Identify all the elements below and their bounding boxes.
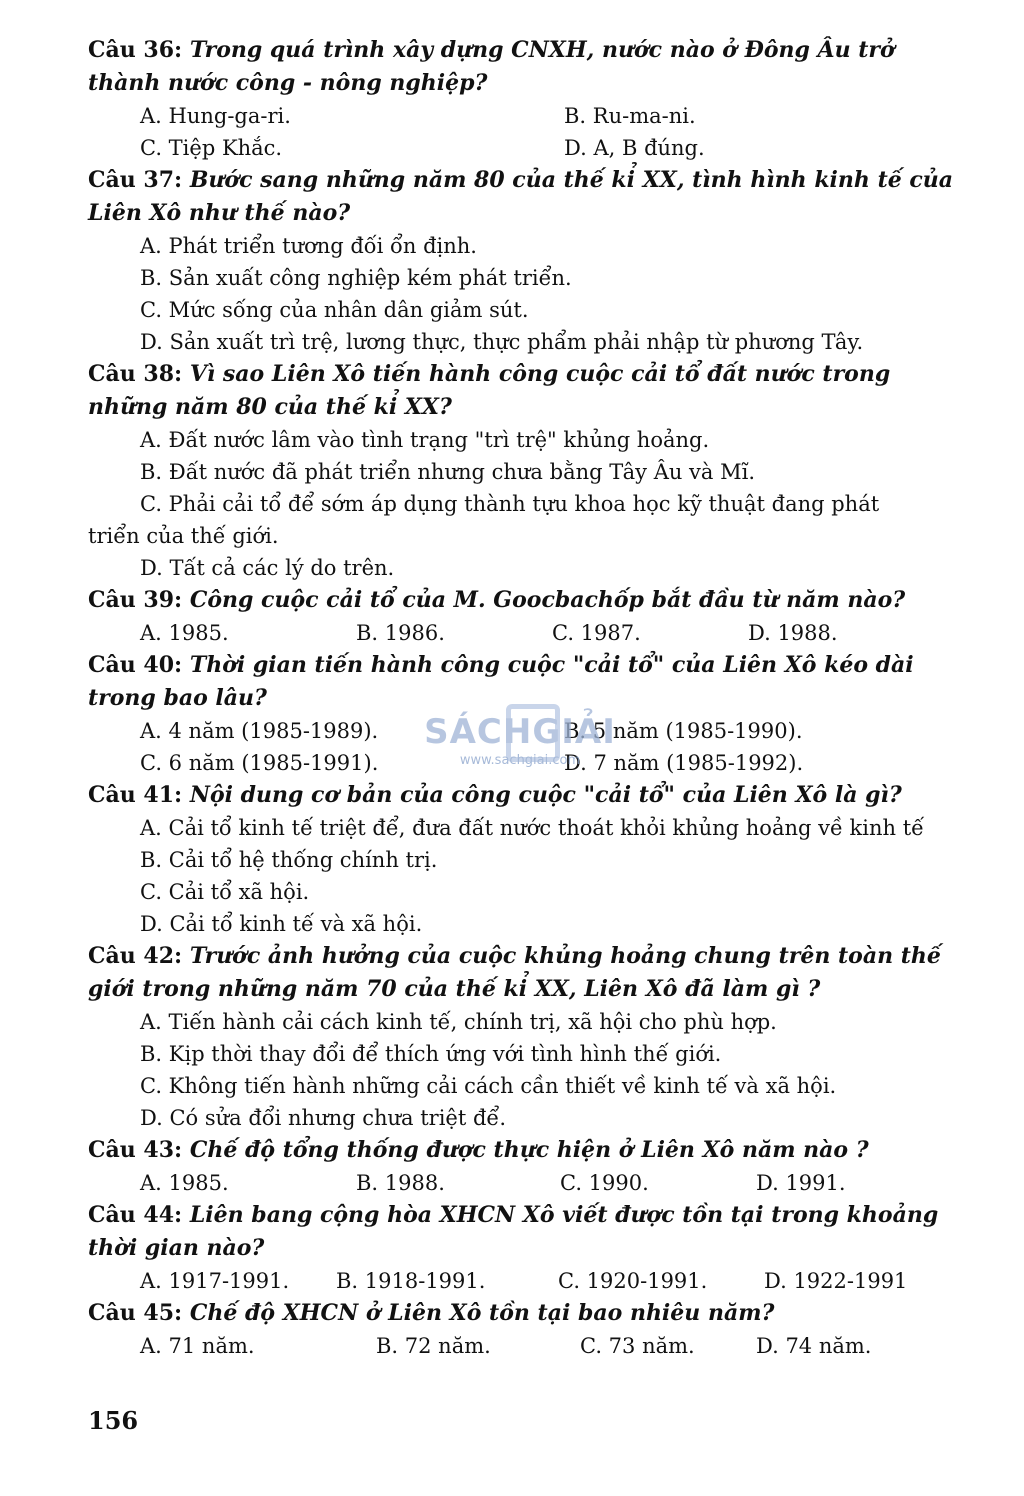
question-38 [88,358,968,424]
option-d: D. 1988. [748,621,838,645]
question-number: Câu 38: [88,361,183,387]
option-d: D. Sản xuất trì trệ, lương thực, thực phẩm phải nhập từ phương Tây. [140,330,864,354]
page-number: 156 [88,1406,139,1435]
option-b: B. 5 năm (1985-1990). [564,719,803,743]
option-d: D. 1922-1991 [764,1269,908,1293]
option-c: C. 73 năm. [580,1334,695,1358]
option-b: B. 1918-1991. [336,1269,486,1293]
option-a: A. 1985. [140,621,229,645]
question-36 [88,34,968,100]
question-44 [88,1199,968,1265]
option-d: D. 7 năm (1985-1992). [564,751,804,775]
option-d: D. 1991. [756,1171,846,1195]
option-a: A. Phát triển tương đối ổn định. [140,234,477,258]
question-number: Câu 45: [88,1300,183,1326]
option-a: A. 71 năm. [140,1334,255,1358]
question-43 [88,1134,968,1167]
question-37 [88,164,968,230]
question-text: Vì sao Liên Xô tiến hành công cuộc cải tổ đất nước trong những năm 80 của thế kỉ XX? [88,361,891,420]
option-c: C. Mức sống của nhân dân giảm sút. [140,298,529,322]
option-c: C. Tiệp Khắc. [140,136,283,160]
option-c: C. 1990. [560,1171,649,1195]
question-text: Trong quá trình xây dựng CNXH, nước nào ở Đông Âu trở thành nước công - nông nghiệp? [88,37,895,96]
option-d: D. A, B đúng. [564,136,705,160]
option-b: B. 1986. [356,621,445,645]
watermark-url: www.sachgiai.com [459,753,581,768]
option-b: B. 1988. [356,1171,445,1195]
options-row [88,100,968,132]
option-b: B. 72 năm. [376,1334,491,1358]
options-row [88,617,968,649]
option-b: B. Ru-ma-ni. [564,104,696,128]
question-text: Chế độ tổng thống được thực hiện ở Liên Xô năm nào ? [189,1137,869,1163]
question-39 [88,584,968,617]
option-d: D. Cải tổ kinh tế và xã hội. [140,912,423,936]
question-text: Bước sang những năm 80 của thế kỉ XX, tình hình kinh tế của Liên Xô như thế nào? [88,167,954,226]
option-a: A. Cải tổ kinh tế triệt để, đưa đất nước thoát khỏi khủng hoảng về kinh tế [140,816,925,840]
option-c: C. 1920-1991. [558,1269,708,1293]
option-c: C. 6 năm (1985-1991). [140,751,379,775]
option-c: C. Phải cải tổ để sớm áp dụng thành tựu khoa học kỹ thuật đang phát [140,492,880,516]
option-b: B. Cải tổ hệ thống chính trị. [140,848,438,872]
option-b: B. Kịp thời thay đổi để thích ứng với tình hình thế giới. [140,1042,722,1066]
option-a: A. 1917-1991. [140,1269,290,1293]
option-d: D. 74 năm. [756,1334,872,1358]
question-number: Câu 36: [88,37,183,63]
question-text: Chế độ XHCN ở Liên Xô tồn tại bao nhiêu năm? [189,1300,775,1326]
option-a: A. 4 năm (1985-1989). [140,719,379,743]
question-number: Câu 43: [88,1137,183,1163]
option-a: A. Tiến hành cải cách kinh tế, chính trị, xã hội cho phù hợp. [140,1010,777,1034]
question-text: Công cuộc cải tổ của M. Goocbachốp bắt đầu từ năm nào? [189,587,906,613]
question-text: Thời gian tiến hành công cuộc "cải tổ" của Liên Xô kéo dài trong bao lâu? [88,652,914,711]
option-b: B. Sản xuất công nghiệp kém phát triển. [140,266,572,290]
watermark [410,712,630,792]
option-c: C. Không tiến hành những cải cách cần thiết về kinh tế và xã hội. [140,1074,837,1098]
options-row [88,1265,968,1297]
option-a: A. Đất nước lâm vào tình trạng "trì trệ" khủng hoảng. [140,428,710,452]
question-text: Trước ảnh hưởng của cuộc khủng hoảng chung trên toàn thế giới trong những năm 70 của thế kỉ XX, Liên Xô đã làm gì ? [88,943,941,1002]
page-content [88,34,968,1362]
option-a: A. Hung-ga-ri. [140,104,291,128]
question-text: Nội dung cơ bản của công cuộc "cải tổ" của Liên Xô là gì? [189,782,902,808]
question-number: Câu 41: [88,782,183,808]
option-c: C. 1987. [552,621,641,645]
option-c-continued: triển của thế giới. [88,524,279,548]
option-b: B. Đất nước đã phát triển nhưng chưa bằng Tây Âu và Mĩ. [140,460,756,484]
option-d: D. Có sửa đổi nhưng chưa triệt để. [140,1106,507,1130]
option-d: D. Tất cả các lý do trên. [140,556,395,580]
question-text: Liên bang cộng hòa XHCN Xô viết được tồn tại trong khoảng thời gian nào? [88,1202,939,1261]
options-row [88,1330,968,1362]
option-a: A. 1985. [140,1171,229,1195]
question-number: Câu 44: [88,1202,183,1228]
question-number: Câu 37: [88,167,183,193]
options-row [88,1167,968,1199]
question-number: Câu 42: [88,943,183,969]
question-number: Câu 39: [88,587,183,613]
question-number: Câu 40: [88,652,183,678]
options-row [88,132,968,164]
question-45 [88,1297,968,1330]
option-c: C. Cải tổ xã hội. [140,880,310,904]
watermark-title: SÁCHGIẢI [424,712,616,752]
question-42 [88,940,968,1006]
